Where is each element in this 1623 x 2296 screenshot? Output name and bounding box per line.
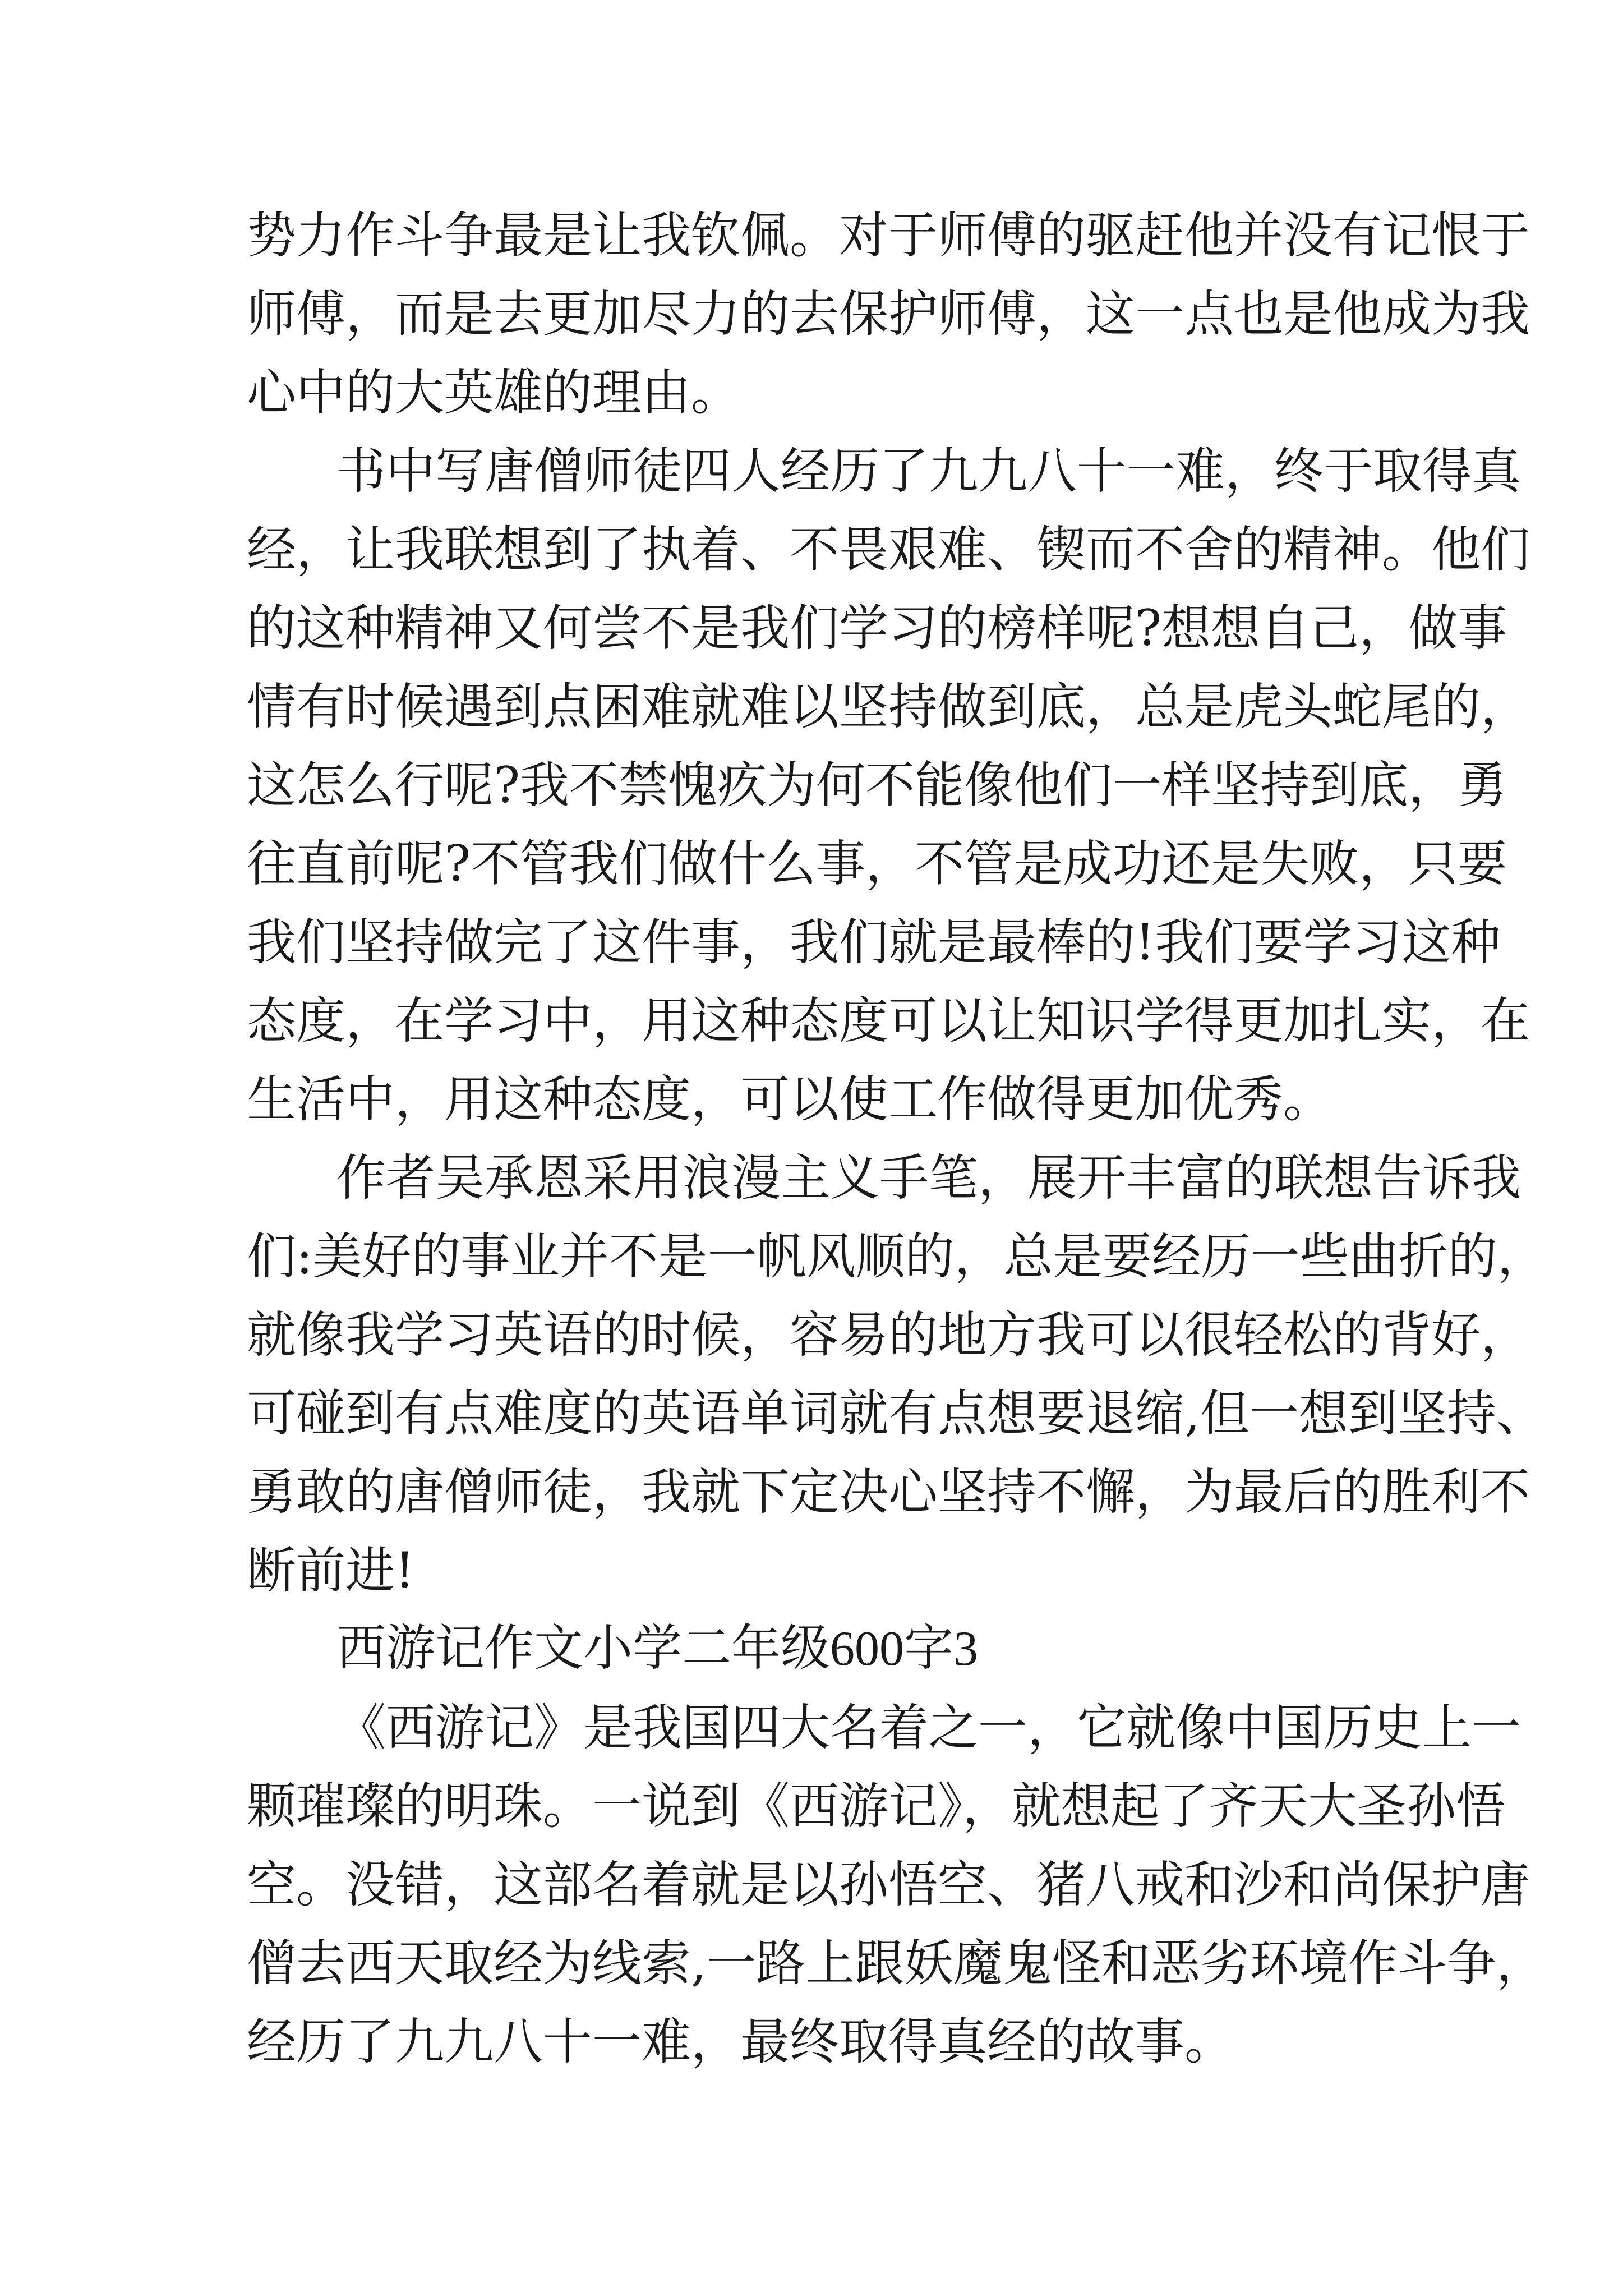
paragraph-first-line: 作者吴承恩采用浪漫主义手笔，展开丰富的联想告诉我 <box>336 1149 1521 1207</box>
text-line: 师傅，而是去更加尽力的去保护师傅，这一点也是他成为我 <box>247 285 1530 343</box>
text-line: 生活中，用这种态度，可以使工作做得更加优秀。 <box>247 1070 1333 1128</box>
text-line: 勇敢的唐僧师徒，我就下定决心坚持不懈，为最后的胜利不 <box>247 1463 1530 1521</box>
text-line: 就像我学习英语的时候，容易的地方我可以很轻松的背好， <box>247 1306 1530 1364</box>
text-line: 往直前呢?不管我们做什么事，不管是成功还是失败，只要 <box>247 835 1507 892</box>
text-line: 经，让我联想到了执着、不畏艰难、锲而不舍的精神。他们 <box>247 521 1530 578</box>
section-heading: 西游记作文小学二年级600字3 <box>336 1622 979 1676</box>
text-line: 的这种精神又何尝不是我们学习的榜样呢?想想自己，做事 <box>247 599 1507 657</box>
text-line: 空。没错，这部名着就是以孙悟空、猪八戒和沙和尚保护唐 <box>247 1856 1530 1913</box>
text-line: 势力作斗争最是让我钦佩。对于师傅的驱赶他并没有记恨于 <box>247 206 1530 264</box>
paragraph-first-line: 《西游记》是我国四大名着之一，它就像中国历史上一 <box>336 1699 1521 1756</box>
text-line: 情有时候遇到点困难就难以坚持做到底，总是虎头蛇尾的， <box>247 678 1530 735</box>
text-line: 经历了九九八十一难，最终取得真经的故事。 <box>247 2013 1234 2070</box>
text-line: 这怎么行呢?我不禁愧疚为何不能像他们一样坚持到底，勇 <box>247 756 1507 814</box>
text-line: 僧去西天取经为线索,一路上跟妖魔鬼怪和恶劣环境作斗争， <box>247 1934 1546 1992</box>
text-line: 颗璀璨的明珠。一说到《西游记》，就想起了齐天大圣孙悟 <box>247 1777 1506 1835</box>
text-line: 断前进! <box>247 1542 415 1599</box>
text-line: 们:美好的事业并不是一帆风顺的，总是要经历一些曲折的， <box>247 1227 1547 1285</box>
paragraph-first-line: 书中写唐僧师徒四人经历了九九八十一难，终于取得真 <box>336 442 1521 500</box>
text-line: 态度，在学习中，用这种态度可以让知识学得更加扎实，在 <box>247 992 1530 1050</box>
text-line: 可碰到有点难度的英语单词就有点想要退缩,但一想到坚持、 <box>247 1384 1546 1442</box>
text-line: 我们坚持做完了这件事，我们就是最棒的!我们要学习这种 <box>247 913 1501 971</box>
text-line: 心中的大英雄的理由。 <box>247 364 741 421</box>
